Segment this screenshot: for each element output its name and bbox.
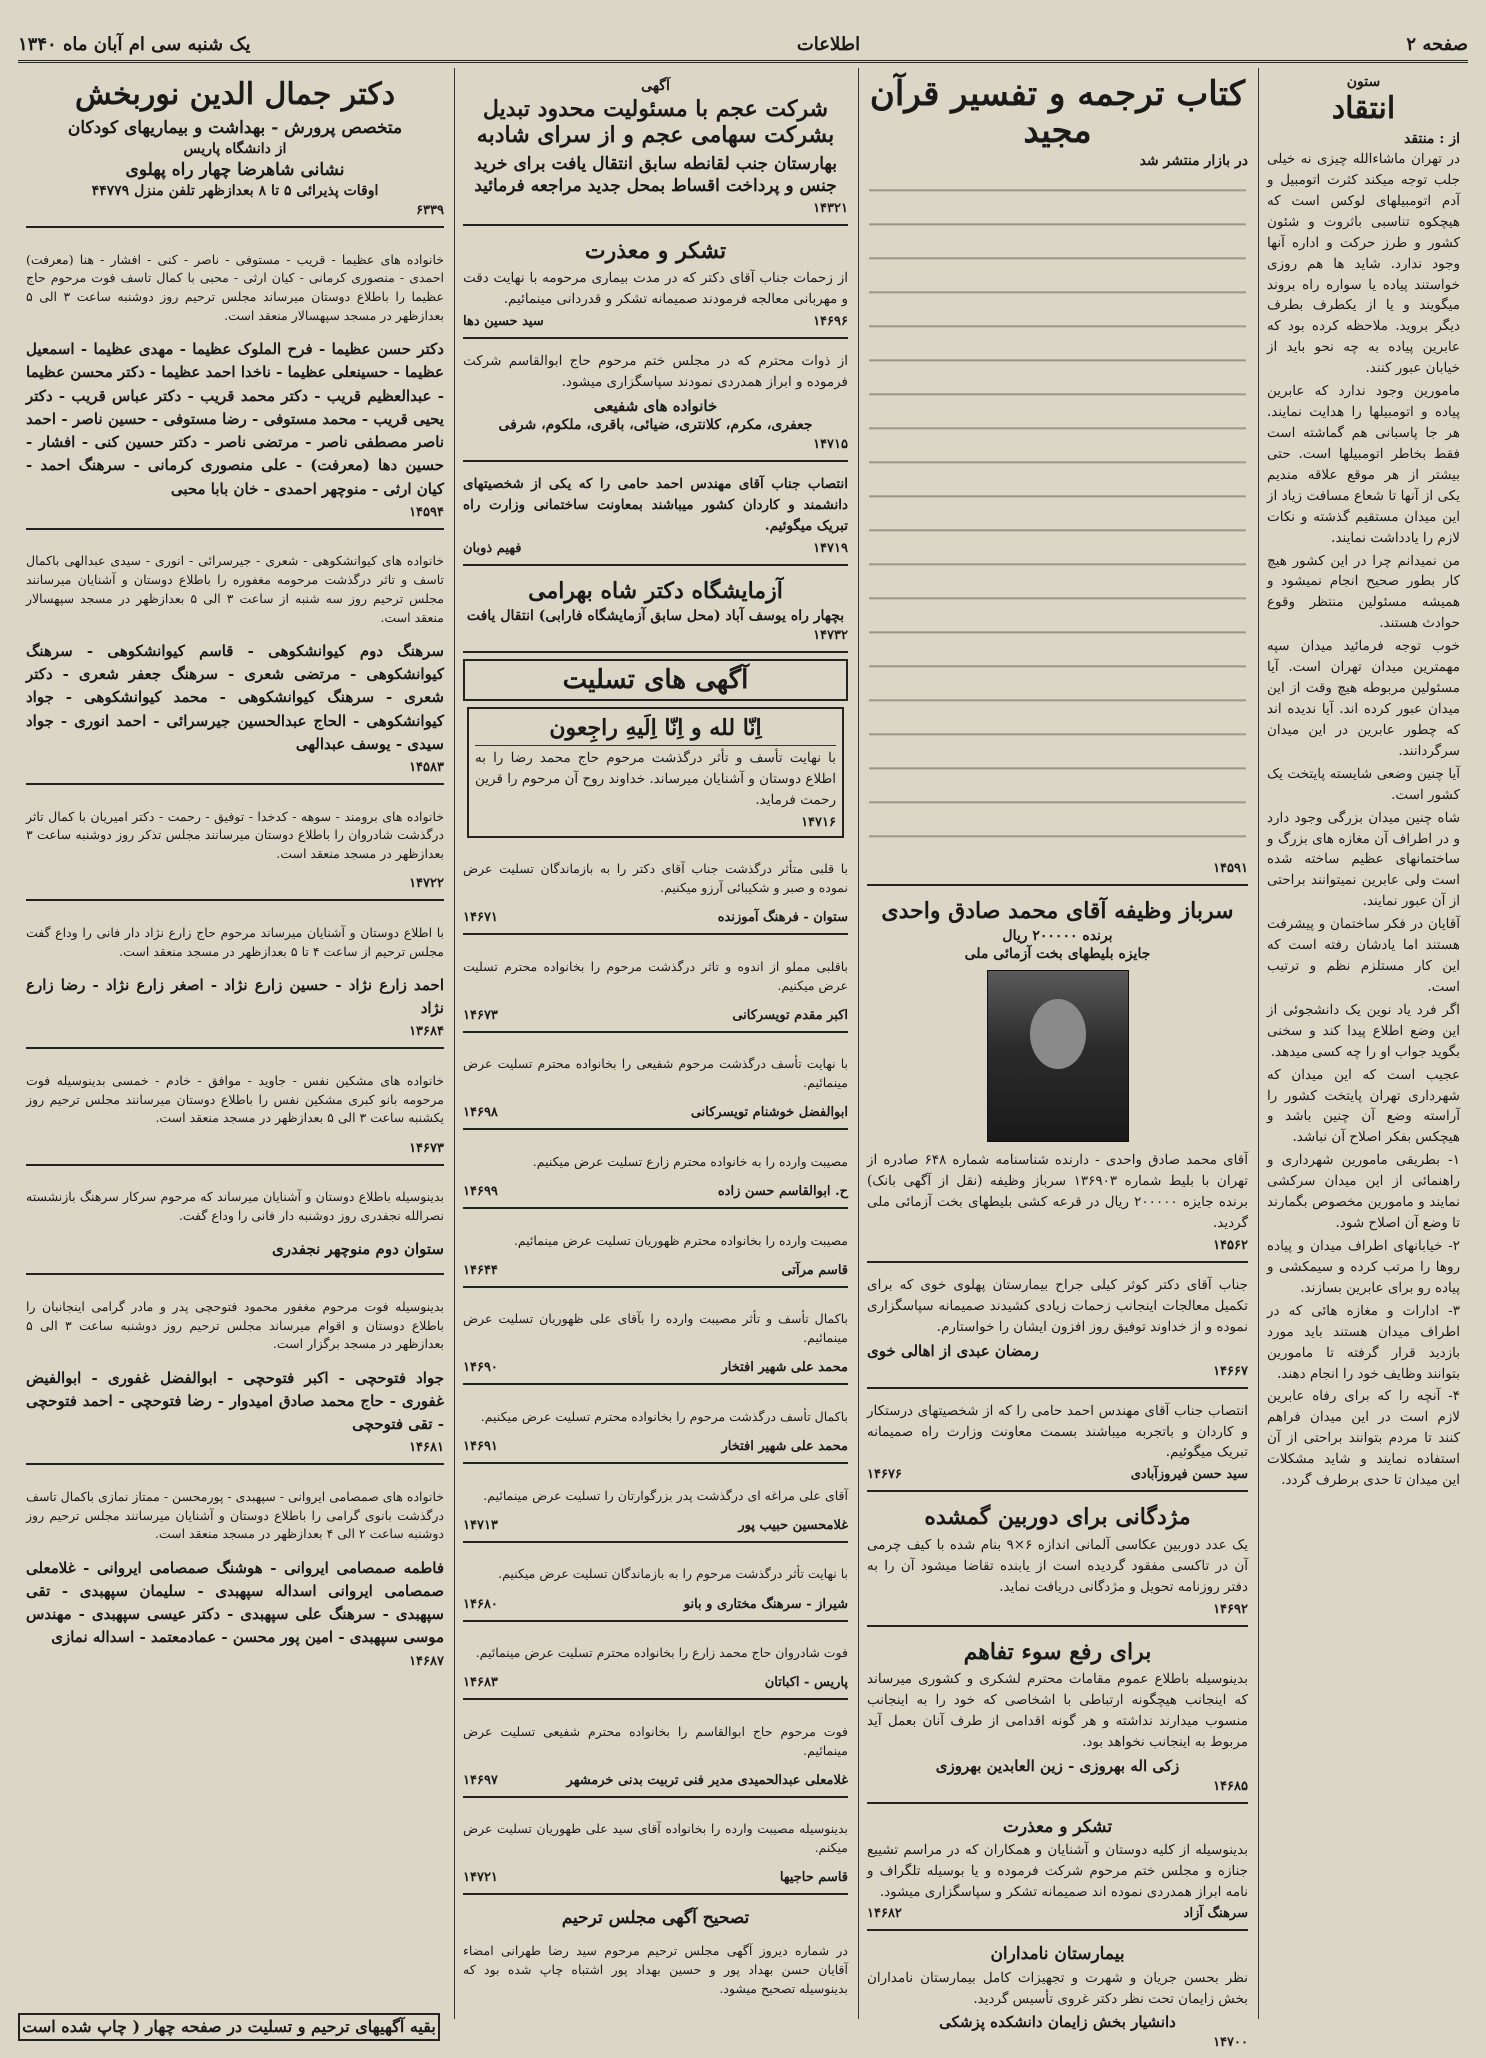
ad-code: ۱۴۷۱۳	[463, 1517, 498, 1533]
ad-text: در شماره دیروز آگهی مجلس ترحیم مرحوم سید رضا طهرانی امضاء آقایان حسن بهداد پور و حسین بهداد پور اشتباه چاپ شده بود که بدینوسیله تصحیح میشود.	[463, 1943, 848, 1996]
ad-text: خانواده های صمصامی ایروانی - سپهبدی - پورمحسن - ممتاز نمازی باکمال تاسف درگذشت بانوی گرامی را باطلاع دوستان و آشنایان میرسانند مجلس ترحیم روز دوشنبه ساعت ۲ الی ۴ بعدازظهر در مسجد منعقد است.	[26, 1488, 444, 1542]
ad-code: ۱۴۷۰۰	[1213, 2035, 1248, 2051]
ad-code: ۱۴۶۸۰	[463, 1596, 498, 1612]
ad-text: مصیبت وارده را بخانواده محترم ظهوریان تسلیت عرض مینمائیم.	[513, 1232, 848, 1248]
ad-signature: محمد علی شهیر افتخار	[721, 1360, 848, 1376]
doctor-specialty: متخصص پرورش - بهداشت و بیماریهای کودکان	[67, 118, 403, 138]
ad-signature: ابوالفضل خوشنام تویسرکانی	[690, 1105, 848, 1121]
company-ad	[463, 72, 848, 226]
ad-code: ۱۴۷۳۲	[813, 628, 848, 644]
obituary-notice	[26, 791, 444, 901]
obituary-notice	[26, 1281, 444, 1465]
ad-code: ۱۴۶۷۳	[409, 1140, 444, 1156]
notice-title: برای رفع سوء تفاهم	[963, 1638, 1152, 1665]
ad-text: با اطلاع دوستان و آشنایان میرساند مرحوم حاج زارع نژاد دار فانی را وداع گفت مجلس ترحیم از ساعت ۴ تا ۵ بعدازظهر در مسجد منعقد است.	[26, 924, 444, 959]
ad-text: باکمال تأسف درگذشت مرحوم را بخانواده محترم تسلیت عرض میکنیم.	[480, 1408, 848, 1424]
family-names: فاطمه صمصامی ایروانی - هوشنگ صمصامی ایروانی - غلامعلی صمصامی ایروانی اسداله سپهبدی - سلیمان سپهبدی - تقی سپهبدی - سرهنگ علی سپهبدی - دکتر عیسی سپهبدی - مهندس موسی سپهبدی - امین پور محسن - عمادمعتمد - اسداله نمازی	[26, 1558, 444, 1647]
ad-text: آقای علی مراغه ای درگذشت پدر بزرگوارتان را تسلیت عرض مینمائیم.	[483, 1487, 848, 1503]
portrait-photo	[987, 970, 1129, 1142]
ad-signature: قاسم مرآتی	[781, 1262, 848, 1278]
ad-code: ۱۴۷۲۲	[409, 876, 444, 892]
ad-signature: غلامعلی عبدالحمیدی مدیر فنی تربیت بدنی خرمشهر	[566, 1772, 848, 1788]
doctor-address: نشانی شاهرضا چهار راه پهلوی	[125, 160, 345, 181]
soldier-prize-ad	[867, 892, 1248, 1263]
condolence-notice	[463, 1215, 848, 1288]
obituary-notice	[26, 536, 444, 785]
ad-code: ۱۴۶۹۲	[1213, 1601, 1248, 1617]
paragraph: در تهران ماشاءالله چیزی نه خیلی جلب توجه میکند کثرت اتومبیل و آدم اتومبیلهای لوکس است که هیچکوه تناسبی باثروت و شئون کشور و طرز حرکت و اداره آنها وجود ندارد. شاید ها هم روزی خواستند پیاده یا سواره راه بروند میگویند و یا از یکطرف بطرف دیگر بروید. ملاحظه کرده بود که عابرین پیاده به چه نحو باید از خیابان عبور کنند.	[1267, 151, 1460, 377]
ad-text: انتصاب جناب آقای مهندس احمد حامی را که یکی از شخصیتهای دانشمند و کاردان کشور میباشند بمعاونت ساختمانی وزارت راه تبریک میگوئیم.	[463, 476, 848, 534]
ad-text: فوت شادروان حاج محمد زارع را بخانواده محترم تسلیت عرض مینمائیم.	[475, 1645, 848, 1661]
ad-signature: سرهنگ آزاد	[1183, 1906, 1248, 1922]
ad-text: بدینوسیله مصیبت وارده را بخانواده آقای سید علی طهوریان تسلیت عرض میکنم.	[463, 1821, 848, 1856]
ad-code: ۱۴۶۹۹	[463, 1184, 498, 1200]
paragraph: آقایان در فکر ساختمان و پیشرفت هستند اما یادشان رفته است که این کار مستلزم نظم و ترتیب است.	[1267, 916, 1460, 995]
ad-code: ۱۴۶۹۰	[463, 1360, 498, 1376]
condolence-notice	[463, 1628, 848, 1701]
ad-code: ۱۴۶۸۱	[409, 1440, 444, 1456]
reward-title: مژدگانی برای دوربین گمشده	[924, 1504, 1191, 1531]
ad-code: ۱۴۵۶۲	[1213, 1237, 1248, 1253]
ad-text: با نهایت تأثر درگذشت مرحوم را به بازماندگان تسلیت عرض میکنیم.	[498, 1566, 848, 1582]
ad-signature: زکی اله بهروزی - زین العابدین بهروزی	[935, 1756, 1180, 1775]
family-names: جواد فتوحچی - اکبر فتوحچی - ابوالفضل غفوری - ابوالفیض غفوری - حاج محمد صادق امیدوار - رضا فتوحچی - احمد فتوحچی - تقی فتوحچی	[26, 1368, 444, 1434]
ad-signature: سید حسین دها	[463, 314, 544, 330]
condolence-notice	[463, 844, 848, 936]
ad-text: بدینوسیله فوت مرحوم مغفور محمود فتوحچی پدر و مادر گرامی اینجانبان را باطلاع دوستان و اقوام میرساند مجلس ترحیم روز دوشنبه ساعت ۳ الی ۵ بعدازظهر در مسجد برگزار است.	[26, 1298, 444, 1352]
ad-text: بدینوسیله از کلیه دوستان و آشنایان و همکاران که در مراسم تشییع جنازه و مجلس ختم مرحوم شرکت فرموده و یا بوسیله تلگراف و نامه ابراز همدردی نموده اند صمیمانه تشکر و سپاسگزاری میشود.	[867, 1841, 1248, 1900]
paragraph: آیا چنین وضعی شایسته پایتخت یک کشور است.	[1267, 765, 1460, 803]
condolence-notice	[463, 1549, 848, 1622]
condolence-notice	[463, 1294, 848, 1386]
company-address: بهارستان جنب لقانطه سابق انتقال یافت برای خرید جنس و پرداخت اقساط بمحل جدید مراجعه فرمائید	[474, 153, 837, 196]
ad-text: خانواده های عظیما - قریب - مستوفی - ناصر - کنی - افشار - هنا (معرفت) احمدی - منصوری کرمانی - کیان ارثی - محبی با کمال تاسف فوت مرحوم حاج عظیما را باطلاع دوستان میرساند مجلس ترحیم روز دوشنبه ساعت ۳ الی ۵ بعدازظهر در مسجد سپهسالار منعقد است.	[26, 251, 444, 323]
ad-signature: غلامحسین حبیب پور	[738, 1517, 848, 1533]
ad-signature: رمضان عبدی از اهالی خوی	[867, 1341, 1039, 1360]
ad-code: ۱۴۳۲۱	[813, 200, 848, 216]
paragraph: اگر فرد یاد نوین یک دانشجوئی از این وضع اطلاع پیدا کند و سخنی بگوید جواب او را چه کسی میدهد.	[1267, 1001, 1460, 1060]
doctor-school: از دانشگاه پاریس	[183, 141, 287, 158]
ad-text: خانواده های برومند - سوهه - کدخدا - توفیق - رحمت - دکتر امیریان با کمال تاثر درگذشت شادروان را باطلاع دوستان میرسانند مجلس تذکر روز دوشنبه ساعت ۳ بعدازظهر در مسجد منعقد است.	[26, 808, 444, 862]
company-title: شرکت عجم با مسئولیت محدود تبدیل بشرکت سهامی عجم و از سرای شادبه	[476, 96, 835, 149]
lab-text: بچهار راه یوسف آباد (محل سابق آزمایشگاه فارابی) انتقال یافت	[466, 608, 845, 625]
book-ad	[867, 72, 1248, 886]
ad-code: ۱۴۶۴۴	[463, 1262, 498, 1278]
ad-code: ۱۴۶۸۲	[867, 1906, 902, 1922]
ad-signature: ستوان - فرهنگ آموزنده	[717, 910, 848, 926]
thanks-doctor-ad	[463, 232, 848, 339]
misunderstanding-ad	[867, 1633, 1248, 1804]
condolence-notice	[463, 1039, 848, 1131]
obituary-notice	[26, 907, 444, 1049]
ad-signature: قاسم حاجیها	[779, 1870, 848, 1886]
ad-text: بدینوسیله باطلاع دوستان و آشنایان میرساند که مرحوم سرکار سرهنگ بازنشسته نصرالله نجفدری روز دوشنبه دار فانی را وداع گفت.	[26, 1189, 444, 1223]
ad-code: ۱۴۶۶۷	[1213, 1363, 1248, 1379]
byline: از : منتقد	[1404, 131, 1460, 147]
doctor-hours: اوقات پذیرائی ۵ تا ۸ بعدازظهر تلفن منزل ۴۴۷۷۹	[91, 183, 379, 200]
column-ads-b	[454, 68, 856, 2019]
lab-ad	[463, 572, 848, 653]
correction-title: تصحیح آگهی مجلس ترحیم	[561, 1908, 750, 1929]
book-title: کتاب ترجمه و تفسیر قرآن مجید	[869, 74, 1246, 152]
ad-text: جناب آقای دکتر کوثر کیلی جراح بیمارستان پهلوی خوی که برای تکمیل معالجات اینجانب زحمات زیادی کشیدند صمیمانه سپاسگزاری نموده و از خداوند توفیق روز افزون ایشان را خواستارم.	[867, 1276, 1248, 1335]
reward-ad	[867, 1498, 1248, 1626]
photo-caption: آقای محمد صادق واحدی - دارنده شناسنامه شماره ۶۴۸ صادره از تهران با بلیط شماره ۱۳۶۹۰۳ سرباز وظیفه (نقل از آگهی بانک) برنده جایزه ۲۰۰۰۰۰ ریال در قرعه کشی بلیطهای بخت آزمائی ملی گردید.	[867, 1152, 1248, 1231]
paragraph: خوب توجه فرمائید میدان سپه مهمترین میدان تهران است. آیا مسئولین مربوطه هیچ وقت از این میدان عبور کرده اند. آیا ندیده اند که چطور عابرین در این میدان سرگردانند.	[1267, 638, 1460, 759]
paragraph: مامورین وجود ندارد که عابرین پیاده و اتومبیلها را هدایت نمایند. هر جا پاسبانی هم گماشته است فقط بخاطر اتومبیلها است. حتی بیشتر از هر موقع علاقه مندیم یکی از آنها تا شعاع مسافت زیاد از این میدان مستقیم گذشته و نکات لازم را یادداشت نمایند.	[1267, 383, 1460, 546]
ad-code: ۱۴۷۱۶	[801, 814, 836, 830]
ad-text: خانواده های مشکین نفس - جاوید - موافق - خادم - خمسی بدینوسیله فوت مرحومه بانو کبری مشکین نفس را باطلاع دوستان میرسانند مجلس ترحیم روز یکشنبه ساعت ۳ الی ۵ بعدازظهر در مسجد منعقد است.	[26, 1072, 444, 1126]
hospital-title: بیمارستان نامداران	[990, 1944, 1125, 1965]
ad-code: ۱۴۷۱۵	[813, 437, 848, 453]
thanks-ad	[867, 1810, 1248, 1932]
paragraph: ۳- ادارات و مغازه هائی که در اطراف میدان هستند باید مورد بازدید قرار گرفته تا مامورین بتوانند وظایف خود را انجام دهند.	[1267, 1302, 1460, 1382]
ad-kicker: آگهی	[641, 78, 670, 94]
column-obituaries	[18, 68, 452, 2019]
ad-text: یک عدد دوربین عکاسی آلمانی اندازه ۶×۹ بنام شده با کیف چرمی آن در تاکسی مفقود گردیده است از یابنده تقاضا میشود آن را به دفتر روزنامه تحویل و مژدگانی دریافت نماید.	[867, 1536, 1248, 1595]
ad-code: ۱۴۶۹۷	[463, 1772, 498, 1788]
condolence-notice	[463, 941, 848, 1033]
paragraph: شاه چنین میدان بزرگی وجود دارد و در اطراف آن مغازه های بزرگ و ساختمانهای عظیم ساخته شده است ولی عابرین نمیتوانند براحتی از آن عبور نمایند.	[1267, 809, 1460, 910]
condolence-banner: آگهی های تسلیت	[463, 659, 848, 701]
masthead	[18, 28, 1468, 63]
family-names: ستوان دوم منوچهر نجفدری	[272, 1240, 444, 1259]
paragraph: ۴- آنچه را که برای رفاه عابرین لازم است در این میدان فراهم کنند تا مردم بتوانند براحتی از آن استفاده نمایند و شاید مشکلات این میدان تا حدی برطرف گردد.	[1267, 1388, 1460, 1489]
obituary-notice	[26, 1471, 444, 1676]
condolence-notice	[463, 1136, 848, 1209]
portrait-face	[1030, 999, 1086, 1069]
ad-text: از زحمات جناب آقای دکتر که در مدت بیماری مرحومه با نهایت دقت و مهربانی معالجه فرمودند صمیمانه تشکر و قدردانی مینمائیم.	[463, 270, 848, 308]
obituary-notice	[26, 1172, 444, 1276]
ad-signature: محمد علی شهیر افتخار	[721, 1439, 848, 1455]
ad-text: فوت مرحوم حاج ابوالقاسم را بخانواده محترم شفیعی تسلیت عرض مینمائیم.	[463, 1723, 848, 1758]
obituary-notice	[26, 1055, 444, 1165]
book-subtitle: در بازار منتشر شد	[1139, 152, 1248, 169]
notice-title: تشکر و معذرت	[1002, 1816, 1113, 1837]
family-names: جعفری، مکرم، کلانتری، ضیائی، باقری، ملکوم، شرفی	[498, 417, 813, 434]
column-kicker: ستون	[1346, 74, 1381, 90]
ad-text: با نهایت تأسف درگذشت مرحوم شفیعی را بخانواده محترم تسلیت عرض مینمائیم.	[463, 1056, 848, 1091]
ad-code: ۱۴۶۷۳	[463, 1007, 498, 1023]
condolence-notice	[463, 1804, 848, 1896]
ad-text: باکمال تأسف و تأثر مصیبت وارده را بآقای علی ظهوریان تسلیت عرض مینمائیم.	[463, 1311, 848, 1346]
ad-text: بدینوسیله باطلاع عموم مقامات محترم لشکری و کشوری میرساند که اینجانب هیچگونه ارتباطی با اشخاصی که خود را به اینجانب منسوب میدارند نداشته و هر گونه اقدامی از طرف آنان بعمل آید مربوط به اینجانب نخواهد بود.	[867, 1670, 1248, 1750]
ad-code: ۱۴۶۹۱	[463, 1439, 498, 1455]
family-names: احمد زارع نژاد - حسین زارع نژاد - اصغر زارع نژاد - رضا زارع نژاد	[26, 975, 444, 1018]
doctor-ad	[26, 72, 444, 228]
handwritten-text-block	[869, 175, 1246, 855]
soldier-title: سرباز وظیفه آقای محمد صادق واحدی	[881, 897, 1234, 924]
ad-text: خانواده های کیوانشکوهی - شعری - جیرسرائی - انوری - سیدی عبدالهی باکمال تاسف و تاثر درگذشت مرحومه مغفوره را باطلاع دوستان و آشنایان میرسانند مجلس ترحیم روز سه شنبه از ساعت ۳ الی ۵ بعدازظهر در مسجد سپهسالار منعقد است.	[26, 553, 445, 625]
family-names: سرهنگ دوم کیوانشکوهی - قاسم کیوانشکوهی - سرهنگ کیوانشکوهی - مرتضی شعری - سرهنگ جعفر شعری - دکتر شعری - سرهنگ کیوانشکوهی - محمد کیوانشکوهی - جواد کیوانشکوهی - الحاج عبدالحسین جیرسرائی - احمد انوری - جواد سیدی - یوسف عبدالهی	[26, 641, 444, 753]
condolence-notice	[463, 1706, 848, 1798]
doctor-name: دکتر جمال الدین نوربخش	[74, 77, 396, 112]
prize-note: جایزه بلیطهای بخت آزمائی ملی	[964, 946, 1151, 963]
ad-signature: ح. ابوالقاسم حسن زاده	[717, 1184, 848, 1200]
ad-code: ۱۴۶۷۱	[463, 910, 498, 926]
ad-code: ۱۴۶۷۶	[867, 1467, 902, 1483]
ad-code: ۱۴۵۹۱	[1213, 860, 1248, 876]
ad-signature: خانواده های شفیعی	[593, 397, 718, 416]
quran-verse: اِنّا لله و اِنّا اِلَیهِ راجِعون	[475, 715, 836, 746]
ad-text: با قلبی متأثر درگذشت جناب آقای دکتر را به بازماندگان تسلیت عرض نموده و صبر و شکیبائی آرزو میکنیم.	[463, 861, 848, 896]
column-ads-a	[858, 68, 1256, 2051]
ad-text: نظر بحسن جریان و شهرت و تجهیزات کامل بیمارستان نامداران بخش زایمان تحت نظر دکتر غروی تأسیس گردید.	[867, 1969, 1248, 2007]
ad-code: ۱۴۵۹۴	[409, 504, 444, 520]
ad-text: از ذوات محترم که در مجلس ختم مرحوم حاج ابوالقاسم شرکت فرموده و ابراز همدردی نمودند سپاسگزاری میشود.	[463, 353, 848, 391]
ad-signature: دانشیار بخش زایمان دانشکده پزشکی	[939, 2013, 1176, 2032]
paragraph: ۱- بطریقی مامورین شهرداری و راهنمائی از این میدان سرکشی نمایند و مامورین مخصوص بگمارند تا وضع آن اصلاح شود.	[1267, 1152, 1460, 1232]
ad-code: ۶۳۳۹	[416, 203, 444, 219]
issue-date: یک شنبه سی ام آبان ماه ۱۳۴۰	[18, 33, 251, 55]
ad-signature: سید حسن فیروزآبادی	[1130, 1467, 1248, 1483]
lab-title: آزمایشگاه دکتر شاه بهرامی	[528, 577, 783, 604]
thanks-hospital-ad	[867, 1269, 1248, 1389]
paper-name: اطلاعات	[796, 33, 861, 55]
ad-text: با نهایت تأسف و تأثر درگذشت مرحوم حاج محمد رضا را به اطلاع دوستان و آشنایان میرساند. خداوند روح آن مرحوم را قرین رحمت فرماید.	[475, 750, 836, 809]
prize-amount: برنده ۲۰۰۰۰۰ ریال	[1002, 928, 1113, 945]
page-label: صفحه ۲	[1406, 33, 1468, 55]
obituary-notice	[26, 234, 444, 530]
ad-code: ۱۴۶۸۵	[1213, 1778, 1248, 1794]
ad-signature: شیراز - سرهنگ مختاری و بانو	[683, 1596, 848, 1612]
critique-body	[1267, 149, 1460, 1491]
notice-title: تشکر و معذرت	[584, 237, 727, 264]
ad-code: ۱۴۶۹۶	[813, 314, 848, 330]
paragraph: ۲- خیابانهای اطراف میدان و پیاده روها را مرتب کرده و سیمکشی و پیاده رو برای عابرین بسازند.	[1267, 1238, 1460, 1296]
ad-code: ۱۴۷۲۱	[463, 1870, 498, 1886]
ad-code: ۱۳۶۸۴	[409, 1024, 444, 1040]
column-critique	[1258, 68, 1468, 2019]
appointment-ad	[867, 1395, 1248, 1493]
hospital-ad	[867, 1937, 1248, 2058]
paragraph: عجیب است که این میدان که شهرداری تهران پایتخت کشور را آراسته وضع آن چنین باشد و هیچکس بفکر اصلاح آن نباشد.	[1267, 1066, 1460, 1146]
ad-signature: پاریس - اکباتان	[764, 1675, 848, 1691]
continued-notice-strip: بقیه آگهیهای ترحیم و تسلیت در صفحه چهار ( چاپ شده است	[18, 2013, 440, 2041]
ad-code: ۱۴۵۸۳	[409, 760, 444, 776]
ad-text: باقلبی مملو از اندوه و تاثر درگذشت مرحوم را بخانواده محترم تسلیت عرض میکنیم.	[463, 958, 848, 993]
condolence-notice	[463, 1391, 848, 1464]
column-title: انتقاد	[1331, 91, 1396, 126]
ad-code: ۱۴۶۹۸	[463, 1105, 498, 1121]
ad-code: ۱۴۶۸۳	[463, 1675, 498, 1691]
ad-code: ۱۴۶۸۷	[409, 1653, 444, 1669]
ad-text: انتصاب جناب آقای مهندس احمد حامی را که از شخصیتهای درستکار و کاردان و باتجربه میباشند بسمت معاونت وزارت راه صمیمانه تبریک میگوئیم.	[867, 1402, 1248, 1461]
condolence-notice	[463, 1470, 848, 1543]
ad-text: مصیبت وارده را به خانواده محترم زارع تسلیت عرض میکنیم.	[532, 1153, 848, 1169]
ad-signature: اکبر مقدم تویسرکانی	[732, 1007, 848, 1023]
quran-verse-box	[467, 707, 844, 838]
correction-notice	[463, 1901, 848, 2018]
ad-code: ۱۴۷۱۹	[813, 540, 848, 556]
ad-signature: فهیم ذوبان	[463, 540, 522, 556]
paragraph: من نمیدانم چرا در این کشور هیچ کار بطور صحیح انجام نمیشود و همیشه مسئولین منتظر وقوع حوادث هستند.	[1267, 552, 1460, 632]
family-names: دکتر حسن عظیما - فرح الملوک عظیما - مهدی عظیما - اسمعیل عظیما - حسینعلی عظیما - ناخدا احمد عظیما - دکتر محسن عظیما - عبدالعظیم قریب - دکتر محمد قریب - دکتر عباس قریب - دکتر یحیی قریب - محمد مستوفی - رضا مستوفی - حسین ناصر - احمد ناصر مصطفی ناصر - مرتضی ناصر - دکتر حسین کنی - افشار - حسین دها (معرفت) - علی منصوری کرمانی - سرهنگ احمد - کیان ارثی - منوچهر احمدی - خان بابا محبی	[26, 340, 444, 498]
memorial-ad	[463, 345, 848, 462]
appointment-ad-2	[463, 468, 848, 566]
